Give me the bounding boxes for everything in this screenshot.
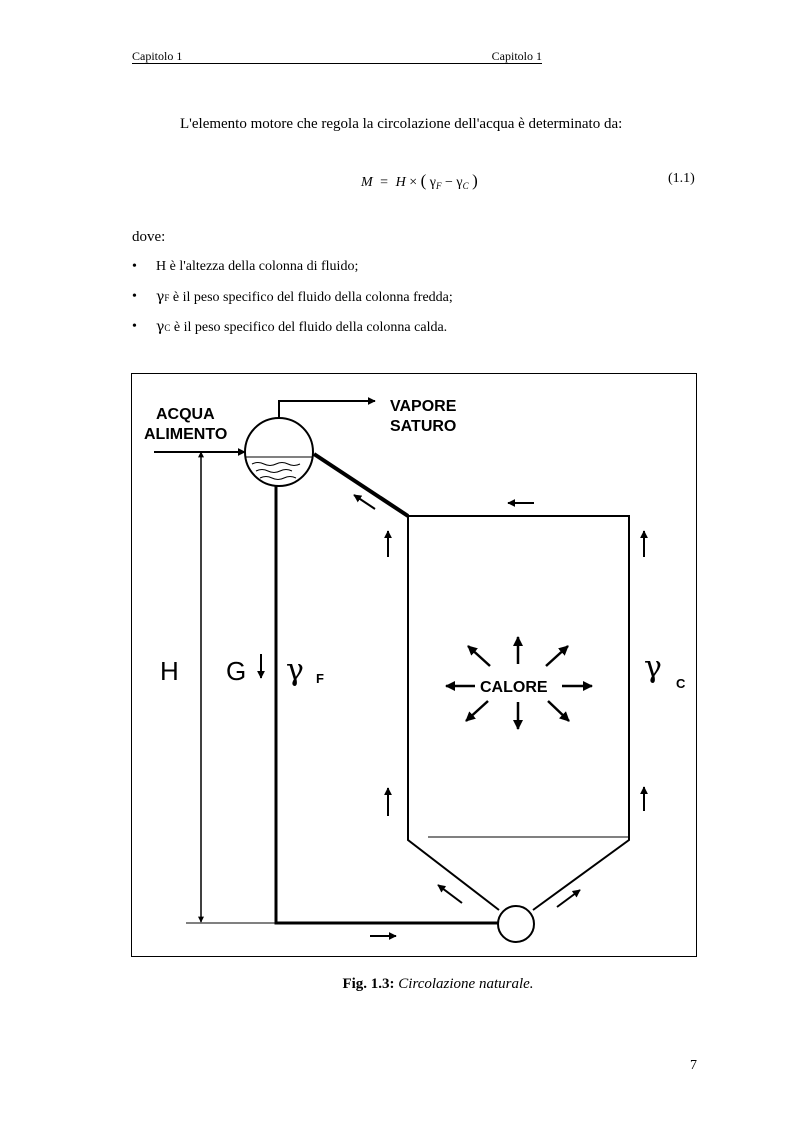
figure-caption	[0, 976, 794, 993]
label-c-sub: C	[676, 676, 686, 691]
heat-arrow	[546, 646, 568, 666]
label-acqua: ACQUA	[156, 406, 215, 423]
label-f-sub: F	[316, 671, 324, 686]
caption-label: Fig. 1.3:	[342, 976, 395, 992]
list-item-text: H è l'altezza della colonna di fluido;	[156, 259, 359, 274]
page-header	[132, 49, 542, 64]
caption-text: Circolazione naturale.	[398, 976, 534, 992]
label-h: H	[160, 656, 179, 686]
header-right: Capitolo 1	[491, 49, 542, 63]
eq-lhs: M	[361, 175, 373, 190]
heat-arrow	[548, 701, 569, 721]
header-left: Capitolo 1	[132, 49, 183, 63]
gamma-subscript: C	[164, 323, 171, 333]
bullet-dot: •	[132, 319, 137, 334]
page-number: 7	[690, 1058, 697, 1073]
heat-arrow	[468, 646, 490, 666]
bottom-header	[498, 906, 534, 942]
equation	[361, 171, 478, 191]
gamma-symbol: γ	[156, 319, 165, 335]
eq-lparen: (	[420, 171, 427, 190]
eq-minus: −	[444, 175, 453, 190]
label-g: G	[226, 656, 247, 686]
eq-times: ×	[409, 175, 418, 190]
flow-arrow-bottom-right	[557, 890, 580, 907]
circulation-diagram	[132, 374, 698, 958]
eq-gamma-f: γ	[429, 175, 436, 190]
list-item-text: è il peso specifico del fluido della colonna calda.	[170, 320, 448, 335]
eq-equals: =	[380, 175, 389, 190]
label-saturo: SATURO	[390, 418, 457, 435]
label-gamma-f: γ	[286, 653, 304, 688]
label-calore: CALORE	[480, 679, 548, 696]
equation-number: (1.1)	[668, 171, 695, 186]
intro-paragraph: L'elemento motore che regola la circolazione dell'acqua è determinato da:	[180, 116, 623, 132]
eq-sub-f: F	[435, 181, 442, 191]
natural-circulation-figure	[131, 373, 697, 957]
steam-outlet-pipe	[279, 401, 375, 418]
list-item-text: è il peso specifico del fluido della colonna fredda;	[169, 290, 453, 305]
list-item	[132, 287, 453, 317]
label-alimento: ALIMENTO	[144, 426, 228, 443]
bullet-dot: •	[132, 289, 137, 304]
flow-arrow-bottom-left	[438, 885, 462, 903]
definition-list	[132, 257, 453, 347]
flow-arrow-riser-connector	[354, 495, 375, 509]
gamma-subscript: F	[164, 293, 170, 303]
list-item	[132, 257, 453, 287]
riser-connector	[314, 454, 408, 516]
eq-sub-c: C	[462, 181, 469, 191]
heat-arrow	[466, 701, 488, 721]
label-gamma-c: γ	[644, 650, 662, 685]
dove-label: dove:	[132, 229, 166, 245]
eq-gamma-c: γ	[456, 175, 463, 190]
list-item	[132, 317, 453, 347]
eq-h: H	[395, 175, 406, 190]
label-vapore: VAPORE	[390, 398, 457, 415]
eq-rparen: )	[472, 171, 478, 190]
gamma-symbol: γ	[156, 289, 165, 305]
bullet-dot: •	[132, 259, 137, 274]
steam-drum	[245, 418, 313, 486]
